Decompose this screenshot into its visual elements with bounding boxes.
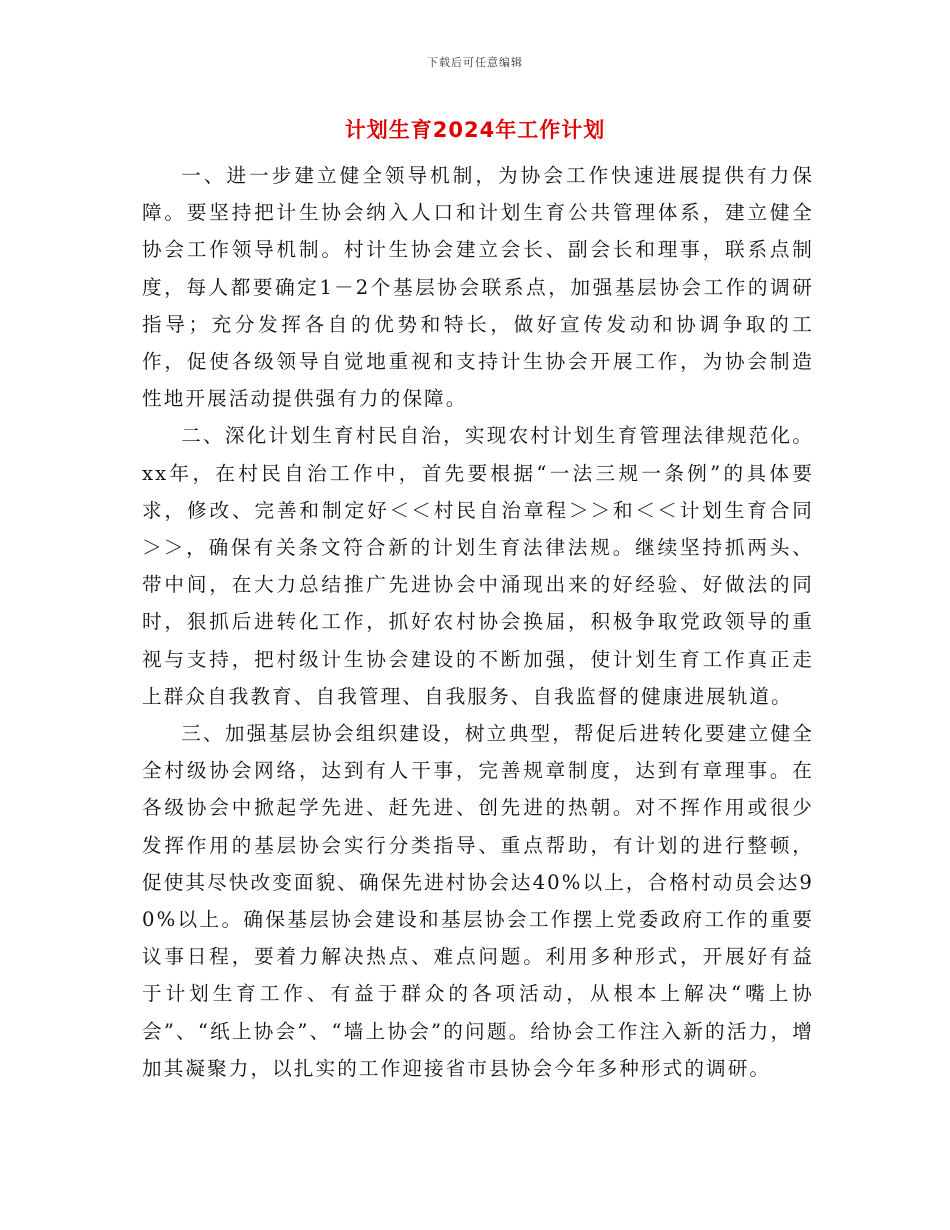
header-note: 下载后可任意编辑 [427, 56, 523, 69]
document-title: 计划生育2024年工作计划 [344, 118, 606, 142]
paragraph-leadership-mechanism: 一、进一步建立健全领导机制，为协会工作快速进展提供有力保障。要坚持把计生协会纳入人口和计划生育公共管理体系，建立健全协会工作领导机制。村计生协会建立会长、副会长和理事，联系点制度，每人都要确定1－2个基层协会联系点，加强基层协会工作的调研指导；充分发挥各自的优势和特长，做好宣传发动和协调争取的工作，促使各级领导自觉地重视和支持计生协会开展工作，为协会制造性地开展活动提供强有力的保障。 [142, 164, 814, 411]
paragraph-village-autonomy: 二、深化计划生育村民自治，实现农村计划生育管理法律规范化。xx年，在村民自治工作中，首先要根据“一法三规一条例”的具体要求，修改、完善和制定好＜＜村民自治章程＞＞和＜＜计划生育合同＞＞，确保有关条文符合新的计划生育法律法规。继续坚持抓两头、带中间，在大力总结推广先进协会中涌现出来的好经验、好做法的同时，狠抓后进转化工作，抓好农村协会换届，积极争取党政领导的重视与支持，把村级计生协会建设的不断加强，使计划生育工作真正走上群众自我教育、自我管理、自我服务、自我监督的健康进展轨道。 [142, 424, 814, 708]
paragraph-grassroots-organization: 三、加强基层协会组织建设，树立典型，帮促后进转化要建立健全全村级协会网络，达到有人干事，完善规章制度，达到有章理事。在各级协会中掀起学先进、赶先进、创先进的热朝。对不挥作用或很少发挥作用的基层协会实行分类指导、重点帮助，有计划的进行整顿，促使其尽快改变面貌、确保先进村协会达40%以上，合格村动员会达90%以上。确保基层协会建设和基层协会工作摆上党委政府工作的重要议事日程，要着力解决热点、难点问题。利用多种形式，开展好有益于计划生育工作、有益于群众的各项活动，从根本上解决“嘴上协会”、“纸上协会”、“墙上协会”的问题。给协会工作注入新的活力，增加其凝聚力，以扎实的工作迎接省市县协会今年多种形式的调研。 [142, 722, 814, 1080]
document-body [142, 157, 814, 1087]
